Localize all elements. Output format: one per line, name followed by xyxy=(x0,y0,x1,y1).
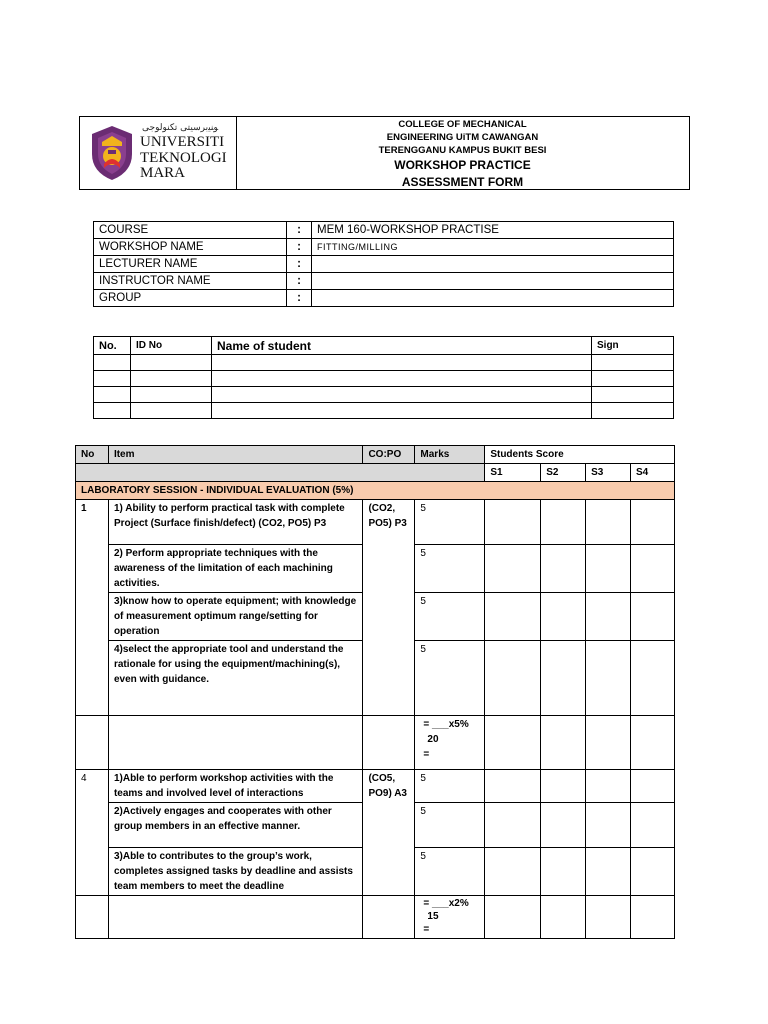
score-cell[interactable] xyxy=(631,803,675,848)
college-line: ENGINEERING UiTM CAWANGAN xyxy=(386,132,539,143)
col-header-s4: S4 xyxy=(631,464,675,482)
col-header-sign: Sign xyxy=(592,337,674,355)
criteria-mark: 5 xyxy=(415,848,485,896)
col-header-no: No xyxy=(76,446,109,464)
form-title: ASSESSMENT FORM xyxy=(401,175,524,189)
info-label: GROUP xyxy=(94,290,287,307)
score-cell[interactable] xyxy=(541,641,586,716)
assessment-header-row xyxy=(76,446,675,464)
criteria-mark: 5 xyxy=(415,641,485,716)
info-label: INSTRUCTOR NAME xyxy=(94,273,287,290)
criteria-text: 1) Ability to perform practical task with complete Project (Surface finish/defect) (CO2, PO5) P3 xyxy=(108,500,363,545)
college-info xyxy=(236,117,689,189)
info-colon: : xyxy=(287,290,312,307)
info-row-workshop xyxy=(94,239,674,256)
score-cell[interactable] xyxy=(485,896,541,939)
score-cell[interactable] xyxy=(586,545,631,593)
score-cell[interactable] xyxy=(541,770,586,803)
college-line: TERENGGANU KAMPUS BUKIT BESI xyxy=(378,145,547,156)
col-header-id: ID No xyxy=(131,337,212,355)
student-row xyxy=(94,371,674,387)
score-cell[interactable] xyxy=(485,770,541,803)
uitm-logo-icon xyxy=(88,124,136,182)
score-cell[interactable] xyxy=(541,545,586,593)
score-cell[interactable] xyxy=(485,803,541,848)
criteria-text: 1)Able to perform workshop activities with the teams and involved level of interactions xyxy=(108,770,363,803)
info-label: WORKSHOP NAME xyxy=(94,239,287,256)
criteria-mark: 5 xyxy=(415,803,485,848)
criteria-text: 4)select the appropriate tool and understand the rationale for using the equipment/machining(s), even with guidance. xyxy=(108,641,363,716)
col-header-name: Name of student xyxy=(212,337,592,355)
criteria-no: 1 xyxy=(76,500,109,716)
score-cell[interactable] xyxy=(541,593,586,641)
criteria-mark: 5 xyxy=(415,545,485,593)
criteria-mark: 5 xyxy=(415,593,485,641)
info-colon: : xyxy=(287,222,312,239)
score-cell[interactable] xyxy=(631,896,675,939)
info-value-course[interactable]: MEM 160-WORKSHOP PRACTISE xyxy=(312,222,674,239)
info-row-lecturer xyxy=(94,256,674,273)
criteria-text: 2)Actively engages and cooperates with other group members in an effective manner. xyxy=(108,803,363,848)
score-cell[interactable] xyxy=(631,770,675,803)
assessment-subheader-row xyxy=(76,464,675,482)
course-info-table xyxy=(93,221,674,307)
criteria-text: 3)Able to contributes to the group’s work, completes assigned tasks by deadline and assists team members to meet the deadline xyxy=(108,848,363,896)
student-row xyxy=(94,403,674,419)
info-value-instructor[interactable] xyxy=(312,273,674,290)
subtotal-row xyxy=(76,716,675,770)
score-cell[interactable] xyxy=(631,545,675,593)
info-row-course xyxy=(94,222,674,239)
score-cell[interactable] xyxy=(631,848,675,896)
info-value-workshop[interactable]: FITTING/MILLING xyxy=(312,239,674,256)
col-header-s3: S3 xyxy=(586,464,631,482)
score-cell[interactable] xyxy=(586,896,631,939)
criteria-no: 4 xyxy=(76,770,109,896)
score-cell[interactable] xyxy=(586,770,631,803)
col-header-copo: CO:PO xyxy=(363,446,415,464)
info-row-instructor xyxy=(94,273,674,290)
section-row xyxy=(76,482,675,500)
info-colon: : xyxy=(287,239,312,256)
students-header-row xyxy=(94,337,674,355)
score-cell[interactable] xyxy=(586,500,631,545)
score-cell[interactable] xyxy=(541,896,586,939)
subtotal-formula: = ___x5% 20 = xyxy=(415,716,485,770)
score-cell[interactable] xyxy=(485,848,541,896)
form-title: WORKSHOP PRACTICE xyxy=(394,158,531,172)
score-cell[interactable] xyxy=(586,803,631,848)
score-cell[interactable] xyxy=(485,593,541,641)
student-row xyxy=(94,387,674,403)
subtotal-formula: = ___x2% 15 = xyxy=(415,896,485,939)
score-cell[interactable] xyxy=(541,803,586,848)
form-header xyxy=(79,116,690,190)
info-colon: : xyxy=(287,273,312,290)
score-cell[interactable] xyxy=(631,500,675,545)
criteria-text: 3)know how to operate equipment; with knowledge of measurement optimum range/setting for operation xyxy=(108,593,363,641)
col-header-no: No. xyxy=(94,337,131,355)
info-row-group xyxy=(94,290,674,307)
score-cell[interactable] xyxy=(485,641,541,716)
logo-cell xyxy=(80,117,237,189)
score-cell[interactable] xyxy=(631,593,675,641)
subtotal-row xyxy=(76,896,675,939)
col-header-students-score: Students Score xyxy=(485,446,675,464)
assessment-table xyxy=(75,445,675,939)
score-cell[interactable] xyxy=(541,716,586,770)
score-cell[interactable] xyxy=(586,593,631,641)
criteria-mark: 5 xyxy=(415,770,485,803)
info-value-lecturer[interactable] xyxy=(312,256,674,273)
score-cell[interactable] xyxy=(485,500,541,545)
score-cell[interactable] xyxy=(586,641,631,716)
col-header-item: Item xyxy=(108,446,363,464)
criteria-copo: (CO5, PO9) A3 xyxy=(363,770,415,896)
criteria-text: 2) Perform appropriate techniques with the awareness of the limitation of each machining activities. xyxy=(108,545,363,593)
criteria-mark: 5 xyxy=(415,500,485,545)
score-cell[interactable] xyxy=(485,545,541,593)
criteria-row xyxy=(76,500,675,545)
score-cell[interactable] xyxy=(631,716,675,770)
criteria-copo: (CO2, PO5) P3 xyxy=(363,500,415,716)
students-table xyxy=(93,336,674,419)
score-cell[interactable] xyxy=(485,716,541,770)
col-header-s1: S1 xyxy=(485,464,541,482)
score-cell[interactable] xyxy=(541,500,586,545)
col-header-s2: S2 xyxy=(541,464,586,482)
col-header-marks: Marks xyxy=(415,446,485,464)
logo-wordmark: UNIVERSITI TEKNOLOGI MARA xyxy=(140,134,227,181)
criteria-row xyxy=(76,770,675,803)
info-label: LECTURER NAME xyxy=(94,256,287,273)
college-line: COLLEGE OF MECHANICAL xyxy=(398,119,527,130)
section-title: LABORATORY SESSION - INDIVIDUAL EVALUATION (5%) xyxy=(76,482,675,500)
logo-script: ﻮﻨﯿﺑﺮﺳﯿﺘﯽ ﺗﮑﻨﻮﻟﻮﺟﯽ xyxy=(142,123,219,133)
score-cell[interactable] xyxy=(541,848,586,896)
score-cell[interactable] xyxy=(586,848,631,896)
info-value-group[interactable] xyxy=(312,290,674,307)
score-cell[interactable] xyxy=(586,716,631,770)
score-cell[interactable] xyxy=(631,641,675,716)
info-colon: : xyxy=(287,256,312,273)
info-label: COURSE xyxy=(94,222,287,239)
student-row xyxy=(94,355,674,371)
